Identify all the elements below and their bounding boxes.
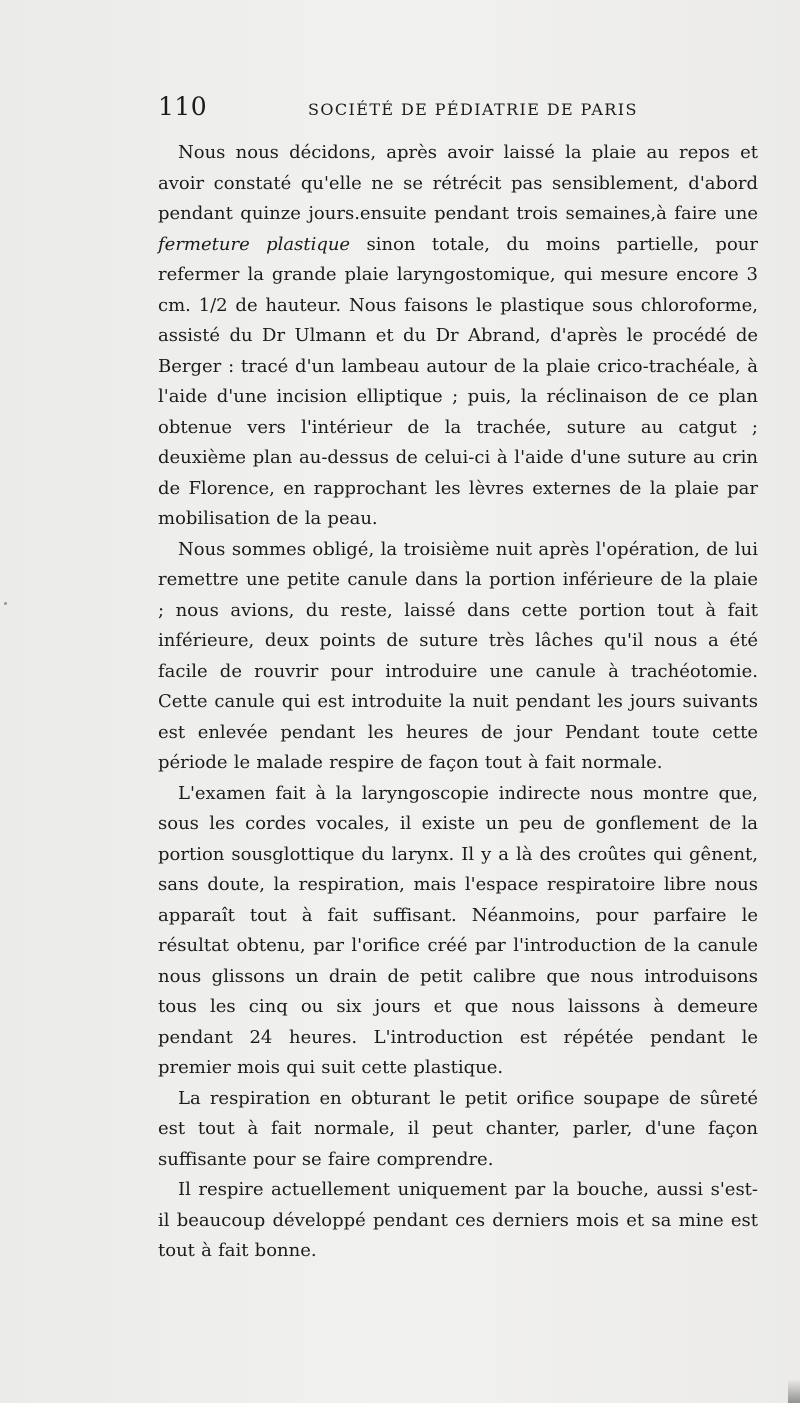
paragraph-1 [158, 138, 758, 535]
running-head: SOCIÉTÉ DE PÉDIATRIE DE PARIS [308, 100, 638, 119]
paragraph-5: Il respire actuellement uniquement par la bouche, aussi s'est-il beaucoup développé pendant ces derniers mois et sa mine est tout à fait bonne. [158, 1179, 758, 1261]
page-edge-shadow [788, 1379, 800, 1403]
page-number: 110 [158, 92, 208, 121]
scan-dust-mark [4, 602, 7, 605]
paragraph-1-text-after: sinon totale, du moins partielle, pour refermer la grande plaie laryngostomique, qui mesure encore 3 cm. 1/2 de hauteur. Nous faisons le plastique sous chloroforme, assisté du Dr Ulmann et du Dr Abrand, d'après le procédé de Berger : tracé d'un lambeau autour de la plaie crico-trachéale, à l'aide d'une incision elliptique ; puis, la réclinaison de ce plan obtenue vers l'intérieur de la trachée, suture au catgut ; deuxième plan au-dessus de celui-ci à l'aide d'une suture au crin de Florence, en rapprochant les lèvres externes de la plaie par mobilisation de la peau. [158, 233, 758, 529]
body-text [158, 138, 758, 1267]
paragraph-3: L'examen fait à la laryngoscopie indirecte nous montre que, sous les cordes vocales, il existe un peu de gonflement de la portion sousglottique du larynx. Il y a là des croûtes qui gênent, sans doute, la respiration, mais l'espace respiratoire libre nous apparaît tout à fait suffisant. Néanmoins, pour parfaire le résultat obtenu, par l'orifice créé par l'introduction de la canule nous glissons un drain de petit calibre que nous introduisons tous les cinq ou six jours et que nous laissons à demeure pendant 24 heures. L'introduction est répétée pendant le premier mois qui suit cette plastique. [158, 782, 758, 1078]
paragraph-4: La respiration en obturant le petit orifice soupape de sûreté est tout à fait normale, il peut chanter, parler, d'une façon suffisante pour se faire comprendre. [158, 1087, 758, 1170]
paragraph-1-italic-term: fermeture plastique [158, 233, 351, 255]
paragraph-1-text-before: Nous nous décidons, après avoir laissé la plaie au repos et avoir constaté qu'elle ne se rétrécit pas sensiblement, d'abord pendant quinze jours.ensuite pendant trois semaines,à faire une [158, 142, 758, 224]
paragraph-2: Nous sommes obligé, la troisième nuit après l'opération, de lui remettre une petite canule dans la portion inférieure de la plaie ; nous avions, du reste, laissé dans cette portion tout à fait inférieure, deux points de suture très lâches qu'il nous a été facile de rouvrir pour introduire une canule à trachéotomie. Cette canule qui est introduite la nuit pendant les jours suivants est enlevée pendant les heures de jour Pendant toute cette période le malade respire de façon tout à fait normale. [158, 538, 758, 773]
page-header [158, 92, 758, 128]
